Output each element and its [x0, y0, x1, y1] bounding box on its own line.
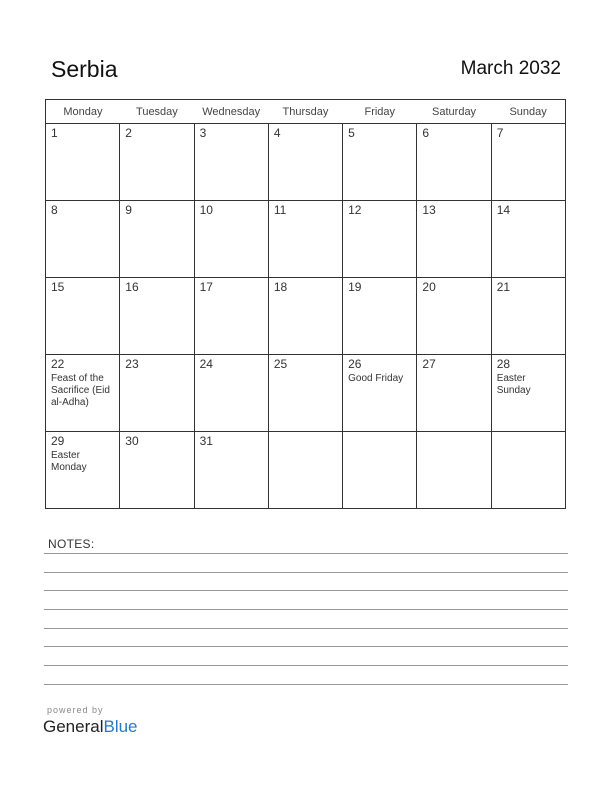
day-number: 14 — [496, 203, 511, 217]
country-title: Serbia — [51, 56, 118, 82]
weekday-sunday: Sunday — [491, 100, 565, 124]
day-number: 1 — [51, 126, 58, 140]
calendar-day-cell — [194, 432, 268, 509]
weekday-header-row — [46, 100, 566, 124]
day-number: 18 — [273, 280, 288, 294]
calendar-day-cell — [120, 278, 194, 355]
holiday-label: Good Friday — [348, 373, 404, 384]
note-line — [44, 684, 568, 685]
day-number: 16 — [125, 280, 139, 294]
day-number: 20 — [422, 280, 436, 294]
day-number: 25 — [273, 357, 288, 371]
calendar-day-cell — [343, 432, 417, 509]
calendar-day-cell — [268, 124, 342, 201]
calendar-day-cell — [268, 355, 342, 432]
day-number: 24 — [199, 357, 213, 371]
day-number: 8 — [51, 203, 58, 217]
calendar-day-cell — [491, 355, 565, 432]
calendar-day-cell — [417, 278, 491, 355]
note-line — [44, 665, 568, 666]
month-year-title: March 2032 — [460, 58, 561, 79]
holiday-label: Easter Sunday — [496, 373, 531, 396]
day-number: 22 — [51, 357, 65, 371]
calendar-day-cell — [417, 432, 491, 509]
day-number: 2 — [125, 126, 132, 140]
calendar-day-cell — [46, 124, 120, 201]
day-number: 15 — [51, 280, 65, 294]
calendar-day-cell — [343, 201, 417, 278]
calendar-day-cell — [268, 278, 342, 355]
day-number: 27 — [422, 357, 436, 371]
calendar-day-cell — [417, 355, 491, 432]
day-number: 26 — [348, 357, 362, 371]
calendar-day-cell — [343, 355, 417, 432]
calendar-day-cell — [194, 278, 268, 355]
note-line — [44, 590, 568, 591]
calendar-day-cell — [268, 432, 342, 509]
day-number: 29 — [51, 434, 65, 448]
note-line — [44, 628, 568, 629]
calendar-day-cell — [120, 124, 194, 201]
day-number: 13 — [422, 203, 436, 217]
logo-general-text: General — [43, 717, 104, 736]
calendar-week-row — [46, 124, 566, 201]
powered-by-text: powered by — [47, 705, 104, 715]
day-number: 9 — [125, 203, 132, 217]
calendar-day-cell — [417, 201, 491, 278]
calendar-day-cell — [120, 355, 194, 432]
day-number: 7 — [496, 126, 504, 140]
day-number: 4 — [273, 126, 281, 140]
calendar-day-cell — [417, 124, 491, 201]
calendar-day-cell — [46, 278, 120, 355]
notes-label: NOTES: — [48, 537, 95, 551]
calendar-day-cell — [46, 432, 120, 509]
weekday-monday: Monday — [46, 100, 120, 124]
calendar-day-cell — [343, 124, 417, 201]
calendar-day-cell — [194, 124, 268, 201]
calendar-grid — [45, 99, 566, 509]
day-number: 5 — [348, 126, 355, 140]
day-number: 23 — [125, 357, 139, 371]
day-number: 6 — [422, 126, 430, 140]
generalblue-logo — [43, 717, 138, 737]
calendar-day-cell — [491, 278, 565, 355]
calendar-day-cell — [491, 201, 565, 278]
calendar-day-cell — [120, 432, 194, 509]
day-number: 19 — [348, 280, 362, 294]
calendar-day-cell — [120, 201, 194, 278]
holiday-label: Easter Monday — [51, 450, 87, 473]
calendar-day-cell — [491, 124, 565, 201]
note-line — [44, 572, 568, 573]
calendar-day-cell — [491, 432, 565, 509]
weekday-wednesday: Wednesday — [194, 100, 268, 124]
weekday-tuesday: Tuesday — [120, 100, 194, 124]
calendar-day-cell — [194, 355, 268, 432]
calendar-day-cell — [46, 355, 120, 432]
note-line — [44, 553, 568, 554]
weekday-friday: Friday — [343, 100, 417, 124]
day-number: 31 — [199, 434, 213, 448]
day-number: 11 — [273, 203, 287, 217]
logo-blue-text: Blue — [103, 717, 138, 736]
day-number: 3 — [199, 126, 207, 140]
calendar-week-row — [46, 432, 566, 509]
calendar-day-cell — [46, 201, 120, 278]
calendar-body — [46, 124, 566, 509]
day-number: 12 — [348, 203, 362, 217]
holiday-label: Feast of the Sacrifice (Eid al-Adha) — [51, 373, 110, 408]
weekday-saturday: Saturday — [417, 100, 491, 124]
calendar-week-row — [46, 278, 566, 355]
calendar-day-cell — [194, 201, 268, 278]
calendar-week-row — [46, 201, 566, 278]
day-number: 28 — [496, 357, 511, 371]
weekday-thursday: Thursday — [268, 100, 342, 124]
note-line — [44, 609, 568, 610]
day-number: 10 — [199, 203, 213, 217]
day-number: 21 — [496, 280, 511, 294]
calendar-week-row — [46, 355, 566, 432]
day-number: 17 — [199, 280, 213, 294]
calendar-day-cell — [268, 201, 342, 278]
calendar-day-cell — [343, 278, 417, 355]
day-number: 30 — [125, 434, 139, 448]
note-line — [44, 646, 568, 647]
